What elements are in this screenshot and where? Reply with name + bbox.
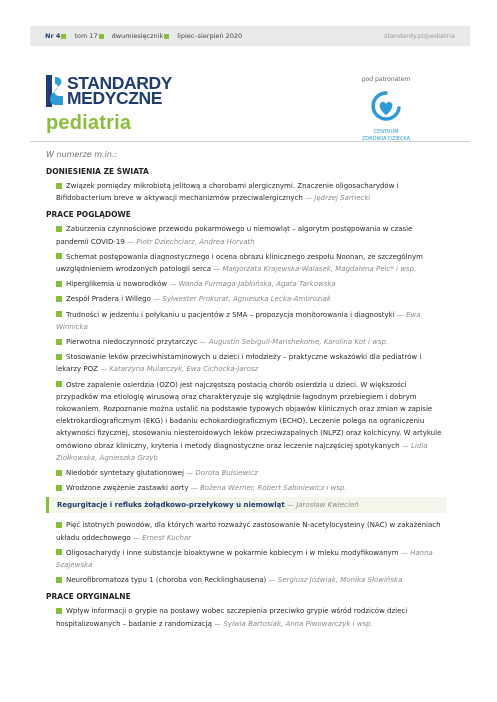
article-title: Wrodzone zwężenie zastawki aorty [66,484,189,493]
logo-line-2: MEDYCZNE [67,88,162,108]
article-authors: Piotr Dziechciarz, Andrea Horvath [136,237,255,246]
toc-item[interactable] [56,251,446,275]
patronage-label: pod patronatem [361,76,411,83]
issue-info-bar [30,26,470,46]
standardy-medyczne-logo [46,75,172,107]
article-title: Zespół Pradera i Willego [66,295,151,304]
frequency: dwumiesięcznik [111,32,164,40]
square-bullet-icon [56,549,62,555]
article-authors: Dorota Bulsiewicz [195,469,258,478]
author-separator: — [132,533,140,542]
square-bullet-icon [56,311,62,317]
author-separator: — [127,237,135,246]
volume-item [74,32,106,40]
author-separator: — [100,365,108,374]
logo-mark-icon [46,75,64,107]
article-title: Pięć istotnych powodów, dla których warto rozważyć zastosowanie N-acetylocysteiny (NAC) w zakażeniach układu oddechowego [56,521,441,542]
author-separator: — [169,280,177,289]
article-authors: Sylwester Prokurat, Agnieszka Lecka-Ambroziak [162,295,331,304]
issue-period: lipiec–sierpień 2020 [177,32,243,40]
toc-item[interactable] [56,482,446,494]
article-authors: Sergiusz Jóźwiak, Monika Słowińska [277,576,403,585]
article-authors: Katarzyna Mularczyk, Ewa Cichocka-Jarosz [109,365,259,374]
header-divider [30,141,470,142]
toc-item[interactable] [56,605,446,629]
square-bullet-icon [56,381,62,387]
article-authors: Sylwia Bartosiak, Anna Piwowarczyk i wsp. [223,619,373,628]
article-authors: Wanda Furmaga-Jabłońska, Agata Tarkowska [178,280,336,289]
article-title: Zaburzenia czynnościowe przewodu pokarmowego u niemowląt – algorytm postępowania w czasie pandemii COVID-19 [56,225,413,246]
square-bullet-icon [164,34,169,39]
square-bullet-icon [56,608,62,614]
logo-wordmark [67,73,172,108]
article-title: Ostre zapalenie osierdzia (OZO) jest najczęstszą postacią chorób osierdzia u dzieci. W większości przypadków ma etiologię wirusową oraz charakteryzuje się względnie łagodnym przebiegiem i dobrym rokowaniem. Rozpoznanie można ustalić na podstawie typowych objawów klinicznych oraz zmian w zapisie elektrokardiograficznym (EKG) i badaniu echokardiograficznym (ECHO). Leczenie polega na ograniczeniu aktywności fizycznej, stosowaniu niesteroidowych leków przeciwzapalnych (NLPZ) oraz kolchicyny. W artykule omówiono obraz kliniczny, kryteria i metody diagnostyczne oraz leczenie najczęściej spotykanych [56,380,442,450]
article-authors: Małgorzata Krajewska-Walasek, Magdalena Pelc* i wsp. [222,265,417,274]
journal-url-link[interactable]: standardy.pl/pediatria [384,32,455,40]
article-title: Oligosacharydy i inne substancje bioaktywne w pokarmie kobiecym i w mleku modyfikowanym [66,548,399,557]
section-heading: PRACE ORYGINALNE [46,592,131,602]
toc-item[interactable] [56,519,446,543]
square-bullet-icon [56,522,62,528]
toc-intro: W numerze m.in.: [46,150,118,159]
author-separator: — [186,469,194,478]
article-authors: Augustin Sebiguli-Marishekome, Karolina Kot i wsp. [208,338,389,347]
square-bullet-icon [56,485,62,491]
article-authors: Hanna Szajewska [56,548,433,570]
article-authors: Ewa Winnicka [56,310,421,331]
article-title: Schemat postępowania diagnostycznego i ocena obrazu klinicznego zespołu Noonan, ze szczególnym uwzględnieniem wrodzonych patologii serca [56,252,423,274]
toc-item[interactable] [56,309,446,333]
patronage-org-line-2: ZDROWIA DZIECKA [361,135,411,142]
toc-item[interactable] [56,336,446,348]
patronage-org-line-1: CENTRUM [373,129,399,135]
article-authors: Jędrzej Sarnecki [314,194,371,203]
frequency-item [112,32,173,40]
article-title: Związek pomiędzy mikrobiotą jelitową a chorobami alergicznymi. Znaczenie oligosacharydów i Bifidobacterium breve w aktywacji mechanizmów przeciwalergicznych [56,182,399,203]
author-separator: — [400,548,408,557]
article-title: Trudności w jedzeniu i połykaniu u pacjentów z SMA – propozycja monitorowania i diagnostyki [66,310,395,319]
toc-item[interactable] [56,351,446,375]
square-bullet-icon [56,296,62,302]
table-of-contents [46,150,446,633]
toc-item[interactable] [56,574,446,586]
square-bullet-icon [61,34,66,39]
toc-item[interactable] [56,293,446,305]
article-title: Neurofibromatoza typu 1 (choroba von Recklinghausena) [66,576,267,585]
article-authors: Ernest Kuchar [142,533,192,542]
toc-item[interactable] [56,547,446,571]
author-separator: — [199,338,207,347]
square-bullet-icon [56,470,62,476]
author-separator: — [305,194,313,203]
section-heading: PRACE POGLĄDOWE [46,210,131,220]
square-bullet-icon [56,183,62,189]
author-separator: — [190,484,198,493]
author-separator: — [401,441,409,450]
author-separator: — [268,576,276,585]
period-item [177,32,242,40]
highlighted-article-authors: Jarosław Kwiecień [296,501,359,510]
square-bullet-icon [56,226,62,232]
square-bullet-icon [56,339,62,345]
square-bullet-icon [56,354,62,360]
toc-item[interactable] [56,223,446,247]
article-title: Niedobór syntetazy glutationowej [66,469,184,478]
author-separator: — [396,310,404,319]
logo-line-1: STANDARDY [67,73,172,93]
square-bullet-icon [56,577,62,583]
article-title: Wpływ informacji o grypie na postawy wobec szczepienia przeciwko grypie wśród rodziców dzieci hospitalizowanych – badanie z randomizacją [56,607,408,628]
article-authors: Bożena Werner, Robert Sabiniewicz i wsp. [199,484,347,493]
journal-name: pediatria [46,112,132,134]
article-title: Stosowanie leków przeciwhistaminowych u dzieci i młodzieży – praktyczne wskazówki dla pediatrów i lekarzy POZ [56,353,422,374]
patronage-block [350,76,422,142]
toc-item[interactable] [56,180,446,204]
author-separator: — [153,295,161,304]
highlighted-article-title: Regurgitacje i refluks żołądkowo-przełykowy u niemowląt [57,501,285,510]
author-separator: — [286,501,294,510]
toc-item[interactable] [56,379,446,464]
author-separator: — [213,265,221,274]
square-bullet-icon [99,34,104,39]
volume: tom 17 [74,32,98,40]
toc-item[interactable] [56,467,446,479]
author-separator: — [214,619,222,628]
toc-item[interactable] [56,278,446,290]
heart-logo-icon [369,89,403,123]
article-title: Hiperglikemia u noworodków [66,280,168,289]
article-authors: Lidia Ziółkowska, Agnieszka Grzyb [56,441,428,462]
issue-number: Nr 4 [45,32,61,40]
square-bullet-icon [56,253,62,259]
highlighted-article[interactable] [46,497,446,513]
square-bullet-icon [56,281,62,287]
section-heading: DONIESIENIA ZE ŚWIATA [46,167,149,176]
issue-number-item [45,32,69,40]
article-title: Pierwotna niedoczynność przytarczyc [66,338,198,347]
